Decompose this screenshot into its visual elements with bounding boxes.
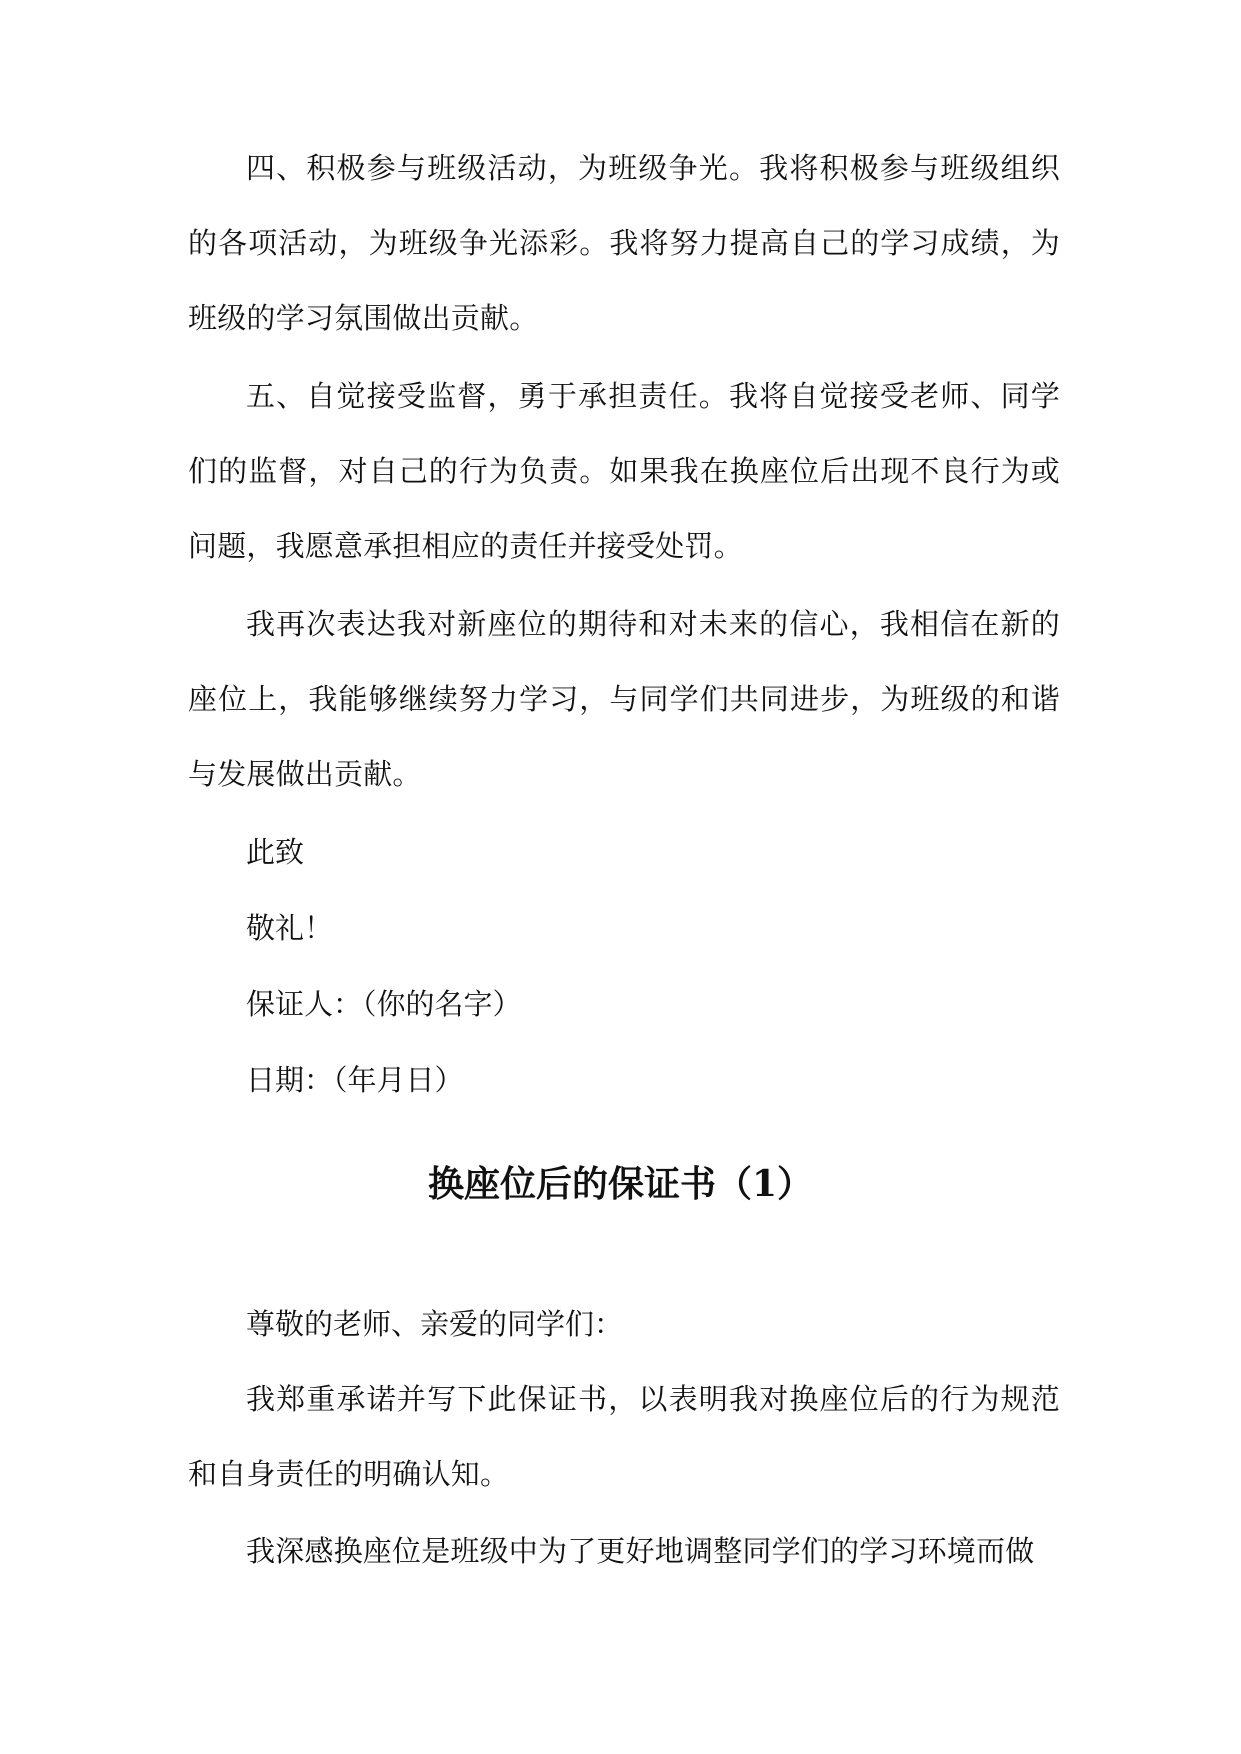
date-line: 日期：（年月日） (246, 1063, 464, 1097)
salutation-ci-zhi: 此致 (246, 835, 305, 869)
paragraph-item-four: 四、积极参与班级活动，为班级争光。我将积极参与班级组织的各项活动，为班级争光添彩。我将努力提高自己的学习成绩，为班级的学习氛围做出贡献。 (188, 151, 1060, 335)
paragraph-pledge: 我郑重承诺并写下此保证书，以表明我对换座位后的行为规范和自身责任的明确认知。 (188, 1382, 1060, 1491)
salutation-jing-li: 敬礼！ (246, 911, 334, 945)
paragraph-reason: 我深感换座位是班级中为了更好地调整同学们的学习环境而做 (246, 1534, 1035, 1568)
document-title: 换座位后的保证书（1） (427, 1163, 814, 1205)
paragraph-closing: 我再次表达我对新座位的期待和对未来的信心，我相信在新的座位上，我能够继续努力学习，与同学们共同进步，为班级的和谐与发展做出贡献。 (188, 607, 1060, 791)
paragraph-item-five: 五、自觉接受监督，勇于承担责任。我将自觉接受老师、同学们的监督，对自己的行为负责。如果我在换座位后出现不良行为或问题，我愿意承担相应的责任并接受处罚。 (188, 379, 1060, 563)
greeting-line: 尊敬的老师、亲爱的同学们： (246, 1307, 624, 1341)
signer-line: 保证人：（你的名字） (246, 987, 522, 1021)
